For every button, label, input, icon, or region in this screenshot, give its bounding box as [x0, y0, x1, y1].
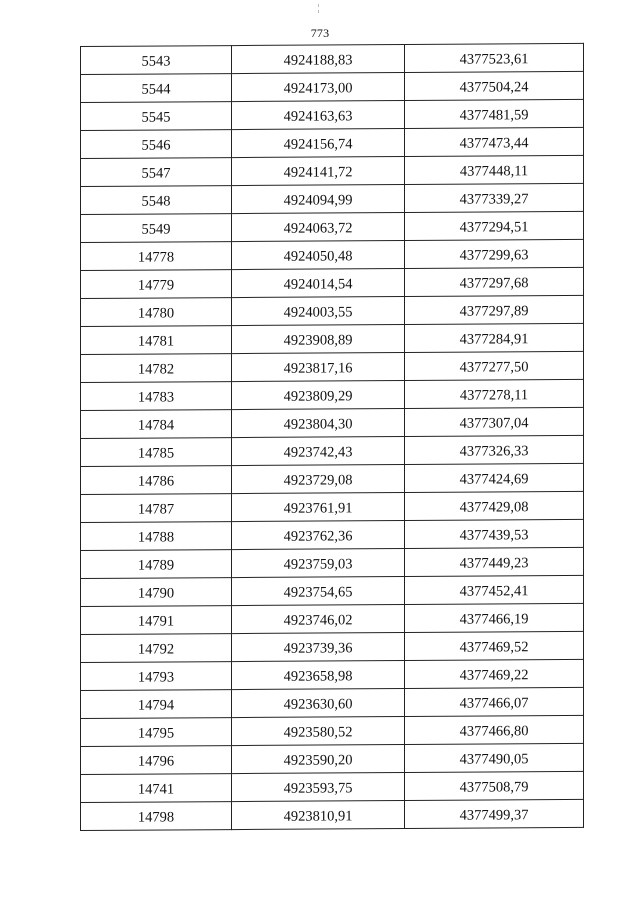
cell-text: 4377508,79 — [459, 779, 529, 796]
x-coordinate-cell — [232, 493, 405, 522]
cell-text: 4377439,53 — [459, 527, 529, 544]
x-coordinate-cell — [232, 297, 405, 326]
point-number-cell — [81, 214, 232, 243]
y-coordinate-cell — [405, 379, 584, 408]
x-coordinate-cell — [232, 241, 405, 270]
cell-text: 5548 — [141, 193, 171, 210]
x-coordinate-cell — [232, 717, 405, 746]
y-coordinate-cell — [405, 407, 584, 436]
cell-text: 14783 — [137, 389, 175, 406]
cell-text: 4377490,05 — [459, 751, 529, 768]
point-number-cell — [81, 102, 232, 131]
y-coordinate-cell — [405, 603, 584, 632]
point-number-cell — [81, 606, 232, 635]
cell-text: 14788 — [137, 529, 175, 546]
point-number-cell — [81, 662, 232, 691]
cell-text: 5544 — [141, 81, 171, 98]
y-coordinate-cell — [405, 267, 584, 296]
table-row — [81, 603, 584, 634]
cell-text: 4377284,91 — [459, 331, 529, 348]
table-row — [81, 323, 584, 354]
x-coordinate-cell — [232, 577, 405, 606]
table-row — [81, 575, 584, 606]
y-coordinate-cell — [405, 295, 584, 324]
x-coordinate-cell — [232, 437, 405, 466]
cell-text: 14781 — [137, 333, 175, 350]
x-coordinate-cell — [232, 325, 405, 354]
point-number-cell — [81, 578, 232, 607]
cell-text: 4924188,83 — [283, 52, 353, 69]
cell-text: 4923809,29 — [283, 388, 353, 405]
point-number-cell — [81, 494, 232, 523]
y-coordinate-cell — [405, 99, 584, 128]
point-number-cell — [81, 382, 232, 411]
cell-text: 4377481,59 — [459, 107, 529, 124]
cell-text: 4377466,19 — [459, 611, 529, 628]
cell-text: 14782 — [137, 361, 175, 378]
cell-text: 4377297,89 — [459, 303, 529, 320]
cell-text: 14786 — [137, 473, 175, 490]
table-row — [81, 71, 584, 102]
table-row — [81, 239, 584, 270]
x-coordinate-cell — [232, 689, 405, 718]
cell-text: 4923630,60 — [283, 696, 353, 713]
table-row — [81, 43, 584, 74]
y-coordinate-cell — [405, 547, 584, 576]
table-row — [81, 267, 584, 298]
table-row — [81, 99, 584, 130]
cell-text: 14785 — [137, 445, 175, 462]
cell-text: 4377326,33 — [459, 443, 529, 460]
table-row — [81, 771, 584, 802]
y-coordinate-cell — [405, 799, 584, 828]
cell-text: 4377424,69 — [459, 471, 529, 488]
cell-text: 14789 — [137, 557, 175, 574]
x-coordinate-cell — [232, 353, 405, 382]
x-coordinate-cell — [232, 633, 405, 662]
point-number-cell — [81, 298, 232, 327]
y-coordinate-cell — [405, 239, 584, 268]
cell-text: 4924094,99 — [283, 192, 353, 209]
y-coordinate-cell — [405, 631, 584, 660]
table-row — [81, 295, 584, 326]
y-coordinate-cell — [405, 715, 584, 744]
cell-text: 4377307,04 — [459, 415, 529, 432]
cell-text: 5547 — [141, 165, 171, 182]
table-row — [81, 127, 584, 158]
cell-text: 4377466,07 — [459, 695, 529, 712]
y-coordinate-cell — [405, 435, 584, 464]
cell-text: 14795 — [137, 725, 175, 742]
point-number-cell — [81, 410, 232, 439]
cell-text: 4923742,43 — [283, 444, 353, 461]
point-number-cell — [81, 438, 232, 467]
y-coordinate-cell — [405, 463, 584, 492]
point-number-cell — [81, 522, 232, 551]
cell-text: 14790 — [137, 585, 175, 602]
y-coordinate-cell — [405, 71, 584, 100]
table-row — [81, 491, 584, 522]
cell-text: 4377339,27 — [459, 191, 529, 208]
cell-text: 4377448,11 — [459, 163, 529, 180]
cell-text: 4923762,36 — [283, 528, 353, 545]
cell-text: 4923590,20 — [283, 752, 353, 769]
cell-text: 14787 — [137, 501, 175, 518]
y-coordinate-cell — [405, 127, 584, 156]
x-coordinate-cell — [232, 745, 405, 774]
cell-text: 14741 — [137, 781, 175, 798]
table-row — [81, 519, 584, 550]
cell-text: 14780 — [137, 305, 175, 322]
cell-text: 4924014,54 — [283, 276, 353, 293]
cell-text: 14796 — [137, 753, 175, 770]
cell-text: 4924173,00 — [283, 80, 353, 97]
cell-text: 4924003,55 — [283, 304, 353, 321]
cell-text: 14798 — [137, 809, 175, 826]
cell-text: 4923746,02 — [283, 612, 353, 629]
cell-text: 4377499,37 — [459, 807, 529, 824]
table-row — [81, 463, 584, 494]
point-number-cell — [81, 466, 232, 495]
y-coordinate-cell — [405, 43, 584, 72]
point-number-cell — [81, 746, 232, 775]
y-coordinate-cell — [405, 491, 584, 520]
point-number-cell — [81, 326, 232, 355]
cell-text: 5546 — [141, 137, 171, 154]
cell-text: 4923658,98 — [283, 668, 353, 685]
cell-text: 4923908,89 — [283, 332, 353, 349]
cell-text: 4377449,23 — [459, 555, 529, 572]
cell-text: 4377277,50 — [459, 359, 529, 376]
cell-text: 4923580,52 — [283, 724, 353, 741]
cell-text: 4924050,48 — [283, 248, 353, 265]
x-coordinate-cell — [232, 185, 405, 214]
cell-text: 14792 — [137, 641, 175, 658]
cell-text: 14794 — [137, 697, 175, 714]
table-row — [81, 687, 584, 718]
table-row — [81, 799, 584, 830]
point-number-cell — [81, 690, 232, 719]
point-number-cell — [81, 550, 232, 579]
y-coordinate-cell — [405, 183, 584, 212]
x-coordinate-cell — [232, 157, 405, 186]
table-row — [81, 379, 584, 410]
y-coordinate-cell — [405, 575, 584, 604]
cell-text: 14778 — [137, 249, 175, 266]
x-coordinate-cell — [232, 605, 405, 634]
cell-text: 4924063,72 — [283, 220, 353, 237]
point-number-cell — [81, 186, 232, 215]
cell-text: 5549 — [141, 221, 171, 238]
table-row — [81, 631, 584, 662]
cell-text: 4377294,51 — [459, 219, 529, 236]
y-coordinate-cell — [405, 771, 584, 800]
table-row — [81, 715, 584, 746]
cell-text: 4377466,80 — [459, 723, 529, 740]
x-coordinate-cell — [232, 801, 405, 830]
cell-text: 4924163,63 — [283, 108, 353, 125]
x-coordinate-cell — [232, 101, 405, 130]
y-coordinate-cell — [405, 659, 584, 688]
cell-text: 4377452,41 — [459, 583, 529, 600]
cell-text: 4377504,24 — [459, 79, 529, 96]
x-coordinate-cell — [232, 465, 405, 494]
y-coordinate-cell — [405, 519, 584, 548]
cell-text: 4924156,74 — [283, 136, 353, 153]
cell-text: 14784 — [137, 417, 175, 434]
y-coordinate-cell — [405, 687, 584, 716]
cell-text: 4377469,22 — [459, 667, 529, 684]
table-row — [81, 183, 584, 214]
point-number-cell — [81, 130, 232, 159]
x-coordinate-cell — [232, 773, 405, 802]
y-coordinate-cell — [405, 743, 584, 772]
cell-text: 4377297,68 — [459, 275, 529, 292]
cell-text: 4377429,08 — [459, 499, 529, 516]
cell-text: 5545 — [141, 109, 171, 126]
cell-text: 4923739,36 — [283, 640, 353, 657]
point-number-cell — [81, 158, 232, 187]
x-coordinate-cell — [232, 409, 405, 438]
cell-text: 4923817,16 — [283, 360, 353, 377]
table-row — [81, 435, 584, 466]
point-number-cell — [81, 74, 232, 103]
cell-text: 4923759,03 — [283, 556, 353, 573]
point-number-cell — [81, 270, 232, 299]
y-coordinate-cell — [405, 323, 584, 352]
page-number: 773 — [310, 26, 330, 40]
cell-text: 4377469,52 — [459, 639, 529, 656]
table-row — [81, 211, 584, 242]
y-coordinate-cell — [405, 155, 584, 184]
scan-artifact — [318, 10, 319, 13]
point-number-cell — [81, 46, 232, 75]
x-coordinate-cell — [232, 129, 405, 158]
point-number-cell — [81, 354, 232, 383]
table-row — [81, 351, 584, 382]
cell-text: 4377299,63 — [459, 247, 529, 264]
cell-text: 4377278,11 — [459, 387, 529, 404]
cell-text: 4923754,65 — [283, 584, 353, 601]
x-coordinate-cell — [232, 269, 405, 298]
point-number-cell — [81, 774, 232, 803]
y-coordinate-cell — [405, 351, 584, 380]
x-coordinate-cell — [232, 381, 405, 410]
table-row — [81, 659, 584, 690]
x-coordinate-cell — [232, 213, 405, 242]
table-row — [81, 547, 584, 578]
cell-text: 14793 — [137, 669, 175, 686]
cell-text: 4923593,75 — [283, 780, 353, 797]
x-coordinate-cell — [232, 73, 405, 102]
cell-text: 4923761,91 — [283, 500, 353, 517]
x-coordinate-cell — [232, 661, 405, 690]
x-coordinate-cell — [232, 45, 405, 74]
point-number-cell — [81, 242, 232, 271]
cell-text: 4924141,72 — [283, 164, 353, 181]
cell-text: 4923804,30 — [283, 416, 353, 433]
point-number-cell — [81, 634, 232, 663]
x-coordinate-cell — [232, 549, 405, 578]
table-row — [81, 155, 584, 186]
cell-text: 14791 — [137, 613, 175, 630]
coordinates-table-body — [81, 43, 584, 830]
coordinates-table-container — [80, 43, 600, 831]
x-coordinate-cell — [232, 521, 405, 550]
cell-text: 4377473,44 — [459, 135, 529, 152]
cell-text: 4923810,91 — [283, 808, 353, 825]
table-row — [81, 407, 584, 438]
y-coordinate-cell — [405, 211, 584, 240]
cell-text: 4377523,61 — [459, 51, 529, 68]
cell-text: 14779 — [137, 277, 175, 294]
point-number-cell — [81, 718, 232, 747]
point-number-cell — [81, 802, 232, 831]
cell-text: 5543 — [141, 53, 171, 70]
coordinates-table — [80, 43, 584, 831]
table-row — [81, 743, 584, 774]
cell-text: 4923729,08 — [283, 472, 353, 489]
scan-artifact — [318, 4, 319, 7]
